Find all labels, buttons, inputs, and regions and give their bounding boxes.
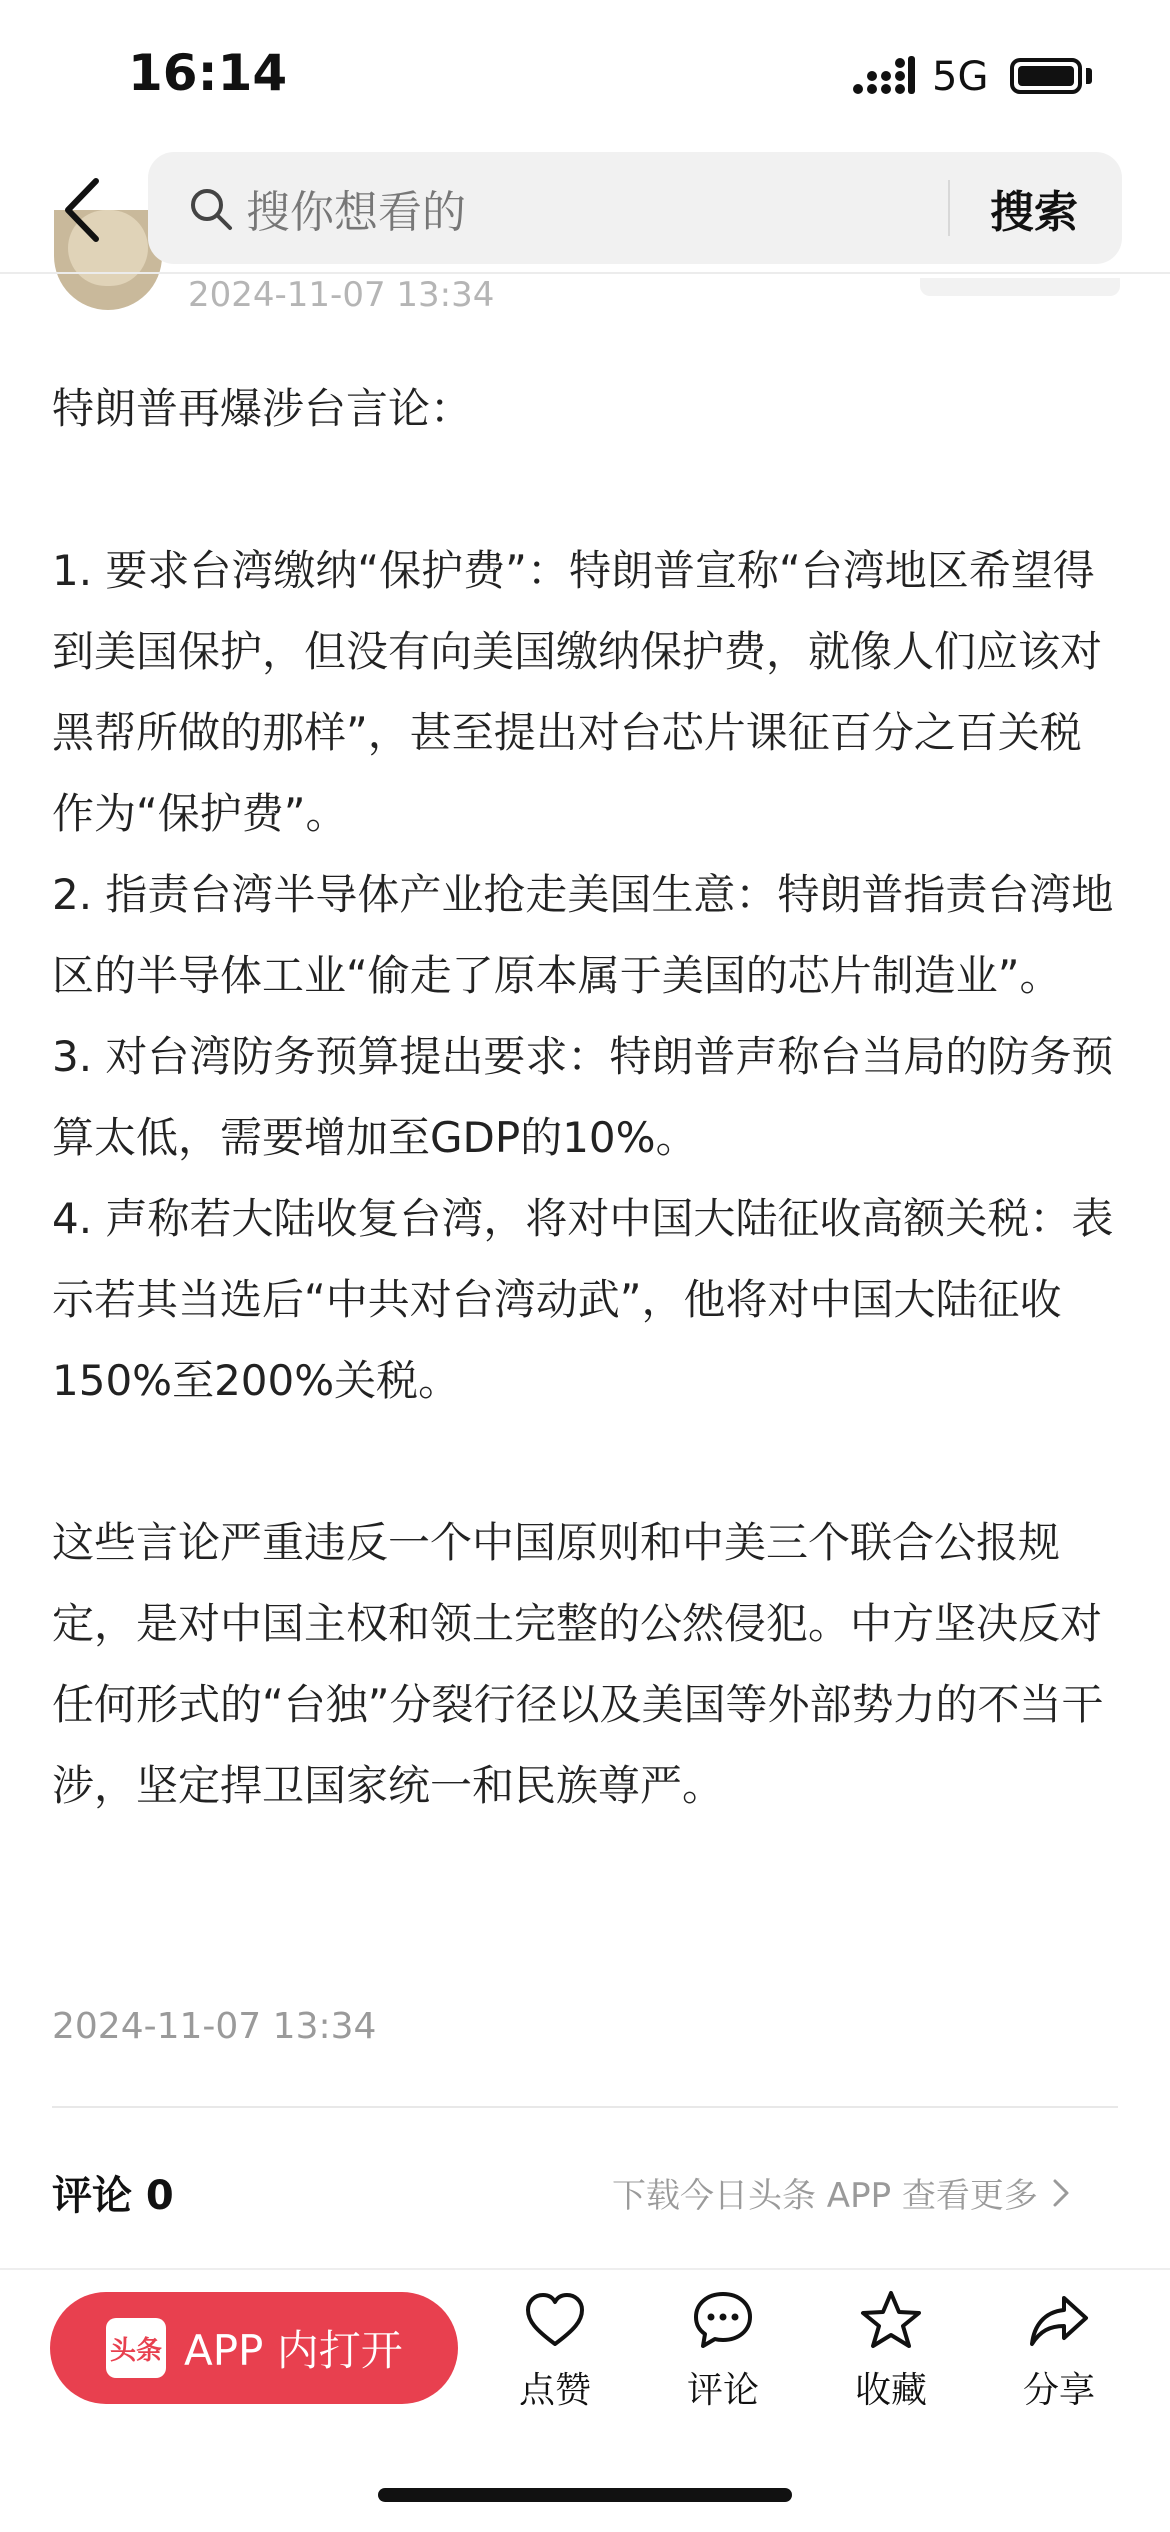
article-body [52, 368, 1118, 1826]
article-paragraph: 3. 对台湾防务预算提出要求：特朗普声称台当局的防务预算太低，需要增加至GDP的10%。 [52, 1032, 1114, 1162]
share-icon [1026, 2288, 1092, 2354]
article-paragraph: 4. 声称若大陆收复台湾，将对中国大陆征收高额关税：表示若其当选后“中共对台湾动武”，他将对中国大陆征收150%至200%关税。 [52, 1194, 1114, 1405]
share-label: 分享 [1022, 2370, 1095, 2411]
signal-icon [852, 56, 916, 96]
comment-label: 评论 [686, 2370, 759, 2411]
search-input[interactable]: 搜你想看的 [246, 187, 466, 238]
article-blank-line [52, 449, 1118, 530]
collect-button[interactable] [826, 2288, 956, 2413]
article-date: 2024-11-07 13:34 [52, 2006, 377, 2047]
article-paragraph: 1. 要求台湾缴纳“保护费”：特朗普宣称“台湾地区希望得到美国保护，但没有向美国缴纳保护费，就像人们应该对黑帮所做的那样”，甚至提出对台芯片课征百分之百关税作为“保护费”。 [52, 546, 1103, 838]
article-blank-line [52, 1421, 1118, 1502]
download-app-label: 下载今日头条 APP 查看更多 [612, 2176, 1038, 2216]
heart-icon [522, 2288, 588, 2354]
like-label: 点赞 [518, 2370, 591, 2411]
network-type: 5G [932, 54, 989, 100]
download-app-link[interactable] [612, 2168, 1070, 2217]
comment-button[interactable] [658, 2288, 788, 2413]
open-in-app-button[interactable] [50, 2292, 458, 2404]
toutiao-logo: 头条 [106, 2318, 166, 2378]
follow-button-stub[interactable] [920, 278, 1120, 296]
back-arrow-icon [62, 177, 102, 243]
home-indicator[interactable] [378, 2488, 792, 2502]
star-icon [858, 2288, 924, 2354]
content-divider [52, 2106, 1118, 2108]
header-divider [0, 272, 1170, 274]
author-post-time: 2024-11-07 13:34 [188, 275, 495, 315]
battery-icon [1010, 58, 1082, 94]
article-paragraph: 这些言论严重违反一个中国原则和中美三个联合公报规定，是对中国主权和领土完整的公然侵犯。中方坚决反对任何形式的“台独”分裂行径以及美国等外部势力的不当干涉，坚定捍卫国家统一和民族尊严。 [52, 1518, 1104, 1810]
like-button[interactable] [490, 2288, 620, 2413]
search-icon [188, 186, 234, 232]
collect-label: 收藏 [854, 2370, 927, 2411]
open-in-app-label: APP 内打开 [184, 2326, 403, 2375]
back-button[interactable] [52, 170, 112, 250]
search-button[interactable]: 搜索 [990, 187, 1078, 238]
article-paragraph: 特朗普再爆涉台言论： [52, 384, 473, 433]
chevron-right-icon [1052, 2178, 1070, 2208]
comments-title: 评论 0 [52, 2173, 174, 2219]
comment-icon [690, 2288, 756, 2354]
status-time: 16:14 [128, 44, 288, 102]
battery-cap [1086, 68, 1092, 84]
article-paragraph: 2. 指责台湾半导体产业抢走美国生意：特朗普指责台湾地区的半导体工业“偷走了原本属于美国的芯片制造业”。 [52, 870, 1114, 1000]
search-divider [948, 180, 950, 236]
bottom-bar-divider [0, 2268, 1170, 2270]
share-button[interactable] [994, 2288, 1124, 2413]
